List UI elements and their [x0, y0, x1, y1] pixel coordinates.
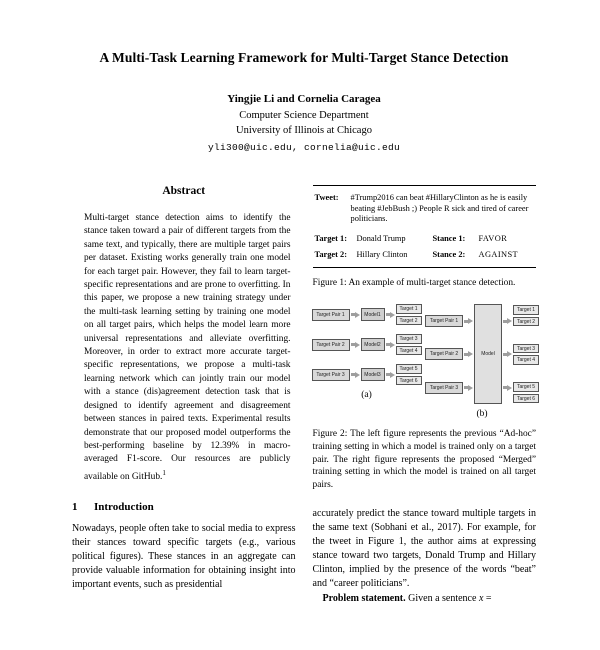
tweet-row: [315, 193, 535, 225]
target-box: Target 3: [513, 344, 539, 354]
merged-input-arrows: [463, 304, 474, 404]
paper-title: A Multi-Task Learning Framework for Multi-Target Stance Detection: [99, 50, 509, 65]
model-box: Model2: [361, 338, 385, 351]
abstract-paragraph: Multi-target stance detection aims to identify the stance taken toward a pair of different targets from the same text, and typically, there are multiple target pairs per dataset. Existing works generally train one model for each target pair. However, they fail to learn target-specific representations and are prone to overfitting. In this paper, we propose a new training strategy under the multi-task learning setting by training one model on all target pairs, which helps the model learn more universal representations and alleviate overfitting. Moreover, in order to extract more accurate target-specific representations, we propose a multi-task learning network which can jointly train our model with a stance (dis)agreement detection task that is designed to identify agreement and disagreement between stances in paired texts. Experimental results demonstrate that our proposed model outperforms the best-performing baseline by 12.39% in macro-averaged F1-score. Our resources are publicly available on GitHub.: [84, 213, 291, 482]
figure1-table: [313, 185, 537, 268]
problem-statement-label: Problem statement.: [322, 593, 406, 605]
target-output-pair: [513, 344, 539, 365]
arrow-right-icon: [503, 351, 512, 357]
author-emails: yli300@uic.edu, cornelia@uic.edu: [207, 141, 401, 153]
math-variable-x: x: [478, 593, 484, 605]
arrow-right-icon: [464, 318, 473, 324]
two-column-body: [72, 185, 536, 606]
arrow-right-icon: [351, 312, 360, 318]
target-box: Target 6: [396, 376, 422, 386]
target-box: Target 2: [513, 317, 539, 327]
model-box: Model3: [361, 368, 385, 381]
right-column: [313, 185, 537, 606]
adhoc-row: [312, 304, 422, 325]
problem-statement-equals: =: [483, 593, 492, 605]
stance1-value: FAVOR: [478, 233, 508, 243]
footnote-marker: 1: [162, 468, 166, 477]
target-output-pair: [396, 304, 422, 325]
section-number: 1: [72, 501, 78, 514]
figure1-caption: Figure 1: An example of multi-target stance detection.: [312, 277, 516, 288]
stance1-label: Stance 1:: [432, 233, 466, 243]
tweet-text: #Trump2016 can beat #HillaryClinton as he is easily beating #JebBush ;) People R sick and tired of career politicians.: [350, 193, 529, 224]
figure2-caption: Figure 2: The left figure represents the previous “Ad-hoc” training setting in which a model is trained only on a target pair. The right figure represents the proposed “Merged” training setting in which the model is trained on all target pairs.: [312, 429, 536, 490]
arrow-right-icon: [386, 372, 395, 378]
arrow-right-icon: [464, 351, 473, 357]
target-pair-box: Target Pair 3: [312, 369, 350, 381]
adhoc-row: [312, 364, 422, 385]
target-pair-box: Target Pair 2: [425, 348, 463, 360]
introduction-paragraph: Nowadays, people often take to social media to express their stances toward specific targets (e.g., various political figures). These stances in an aggregate can provide valuable information for obtaining insight into important events, such as presidential: [72, 523, 296, 591]
target-output-pair: [513, 305, 539, 326]
left-column: [72, 185, 296, 606]
author-university: University of Illinois at Chicago: [236, 125, 372, 136]
target-output-pair: [396, 334, 422, 355]
stance2-value: AGAINST: [478, 249, 519, 259]
target-box: Target 1: [396, 304, 422, 314]
model-box: Model1: [361, 308, 385, 321]
target-pair-box: Target Pair 3: [425, 382, 463, 394]
problem-statement-text: Given a sentence: [405, 593, 479, 605]
figure2b-label: (b): [476, 409, 488, 420]
arrow-right-icon: [351, 342, 360, 348]
figure2a-label: (a): [361, 390, 372, 401]
section-heading-introduction: [72, 501, 296, 513]
target1-value: Donald Trump: [356, 233, 406, 243]
figure2b: [428, 304, 536, 419]
section-title: Introduction: [94, 501, 154, 514]
arrow-right-icon: [464, 385, 473, 391]
merged-outputs: [513, 304, 539, 404]
adhoc-row: [312, 334, 422, 355]
figure2-diagram: [313, 304, 537, 419]
target2-value: Hillary Clinton: [356, 249, 408, 259]
target-box: Target 3: [396, 334, 422, 344]
arrow-right-icon: [503, 318, 512, 324]
target2-label: Target 2:: [314, 249, 347, 259]
arrow-right-icon: [351, 372, 360, 378]
adhoc-diagram: [312, 304, 422, 385]
abstract-heading: Abstract: [162, 185, 206, 197]
author-names: Yingjie Li and Cornelia Caragea: [227, 93, 381, 105]
stance2-label: Stance 2:: [432, 249, 466, 259]
target-box: Target 6: [513, 394, 539, 404]
abstract-text: [72, 212, 296, 484]
target-box: Target 5: [396, 364, 422, 374]
arrow-right-icon: [386, 312, 395, 318]
figure2a: [313, 304, 421, 419]
body-paragraph: accurately predict the stance toward multiple targets in the same text (Sobhani et al., 2017). For example, for the tweet in Figure 1, the author aims at expressing stance toward two targets, Donald Trump and Hillary Clinton, implied by the presence of the words “beat” and “career politicians”.: [312, 508, 536, 590]
target1-label: Target 1:: [314, 233, 347, 243]
target-output-pair: [513, 382, 539, 403]
target-pair-box: Target Pair 2: [312, 339, 350, 351]
paper-page: [0, 50, 600, 650]
target-box: Target 4: [513, 355, 539, 365]
target-pair-box: Target Pair 1: [312, 309, 350, 321]
target-box: Target 5: [513, 382, 539, 392]
arrow-right-icon: [386, 342, 395, 348]
merged-model-box: Model: [474, 304, 502, 404]
author-department: Computer Science Department: [239, 109, 369, 121]
tweet-label: Tweet:: [314, 193, 339, 202]
target-stance-grid: [315, 234, 535, 259]
target-box: Target 1: [513, 305, 539, 315]
merged-inputs: [425, 304, 463, 404]
problem-statement-paragraph: [313, 592, 537, 606]
target-box: Target 4: [396, 346, 422, 356]
author-block: [72, 92, 536, 155]
target-box: Target 2: [396, 316, 422, 326]
target-output-pair: [396, 364, 422, 385]
merged-output-arrows: [502, 304, 513, 404]
merged-diagram: [425, 304, 539, 404]
target-pair-box: Target Pair 1: [425, 315, 463, 327]
arrow-right-icon: [503, 385, 512, 391]
